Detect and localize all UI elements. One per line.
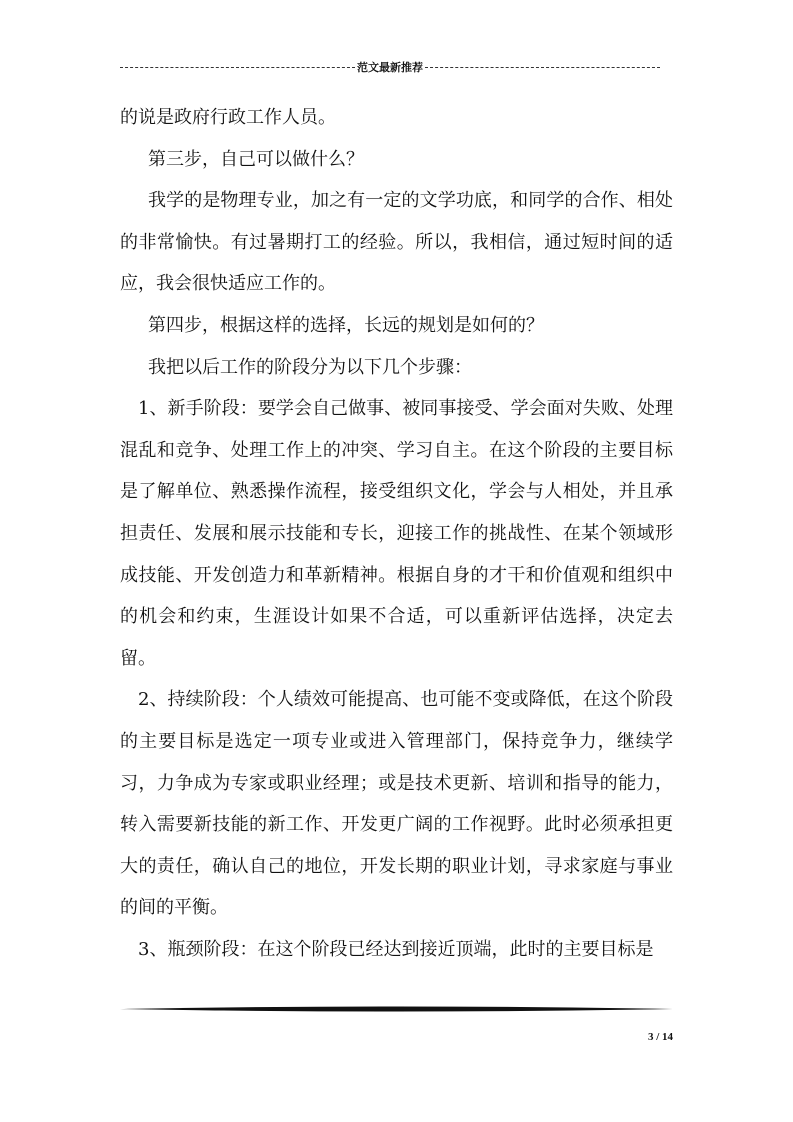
paragraph-step-three: 第三步，自己可以做什么？ <box>148 148 364 170</box>
paragraph-continuation: 的说是政府行政工作人员。 <box>120 107 336 128</box>
page-number: 3 / 14 <box>647 1031 673 1043</box>
page-header <box>120 58 660 76</box>
header-dash-left <box>120 67 355 68</box>
paragraph-stage-novice: 1、新手阶段：要学会自己做事、被同事接受、学会面对失败、处理混乱和竞争、处理工作上的冲突、学习自主。在这个阶段的主要目标是了解单位、熟悉操作流程，接受组织文化，学会与人相处，并且承担责任、发展和展示技能和专长，迎接工作的挑战性、在某个领域形成技能、开发创造力和革新精神。根据自身的才干和价值观和组织中的机会和约束，生涯设计如果不合适，可以重新评估选择，决定去留。 <box>120 398 673 669</box>
paragraph-step-four: 第四步，根据这样的选择，长远的规划是如何的？ <box>148 314 544 336</box>
paragraph-stages-intro: 我把以后工作的阶段分为以下几个步骤： <box>148 356 472 378</box>
footer-divider <box>120 1002 673 1016</box>
paragraph-self-assessment: 我学的是物理专业，加之有一定的文学功底，和同学的合作、相处的非常愉快。有过暑期打工的经验。所以，我相信，通过短时间的适应，我会很快适应工作的。 <box>120 190 673 295</box>
header-dash-right <box>425 67 660 68</box>
document-body <box>120 97 673 970</box>
paragraph-stage-bottleneck: 3、瓶颈阶段：在这个阶段已经达到接近顶端，此时的主要目标是 <box>138 938 654 960</box>
paragraph-stage-sustained: 2、持续阶段：个人绩效可能提高、也可能不变或降低，在这个阶段的主要目标是选定一项专业或进入管理部门，保持竞争力，继续学习，力争成为专家或职业经理；或是技术更新、培训和指导的能力，转入需要新技能的新工作、开发更广阔的工作视野。此时必须承担更大的责任，确认自己的地位，开发长期的职业计划，寻求家庭与事业的间的平衡。 <box>120 689 673 919</box>
header-title: 范文最新推荐 <box>357 61 423 74</box>
